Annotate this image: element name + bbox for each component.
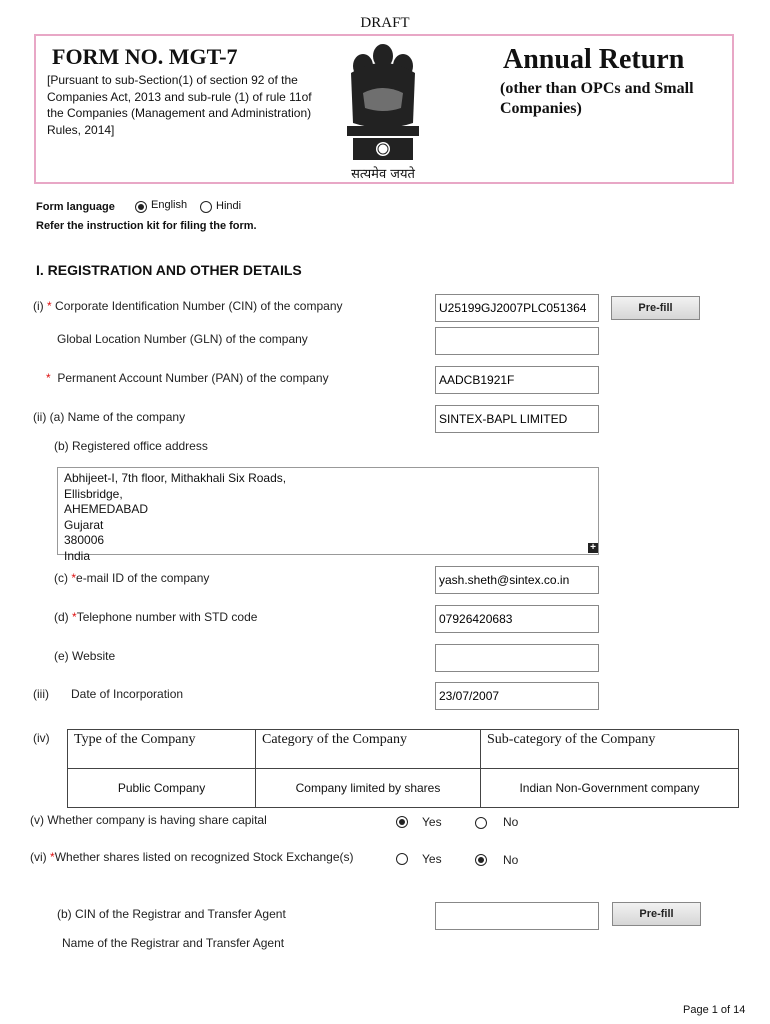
address-line: AHEMEDABAD (64, 502, 149, 516)
company-type-table (67, 729, 739, 808)
form-language-label: Form language (36, 201, 115, 213)
email-field[interactable]: yash.sheth@sintex.co.in (435, 566, 599, 594)
share-capital-yes-radio[interactable] (396, 816, 408, 828)
section-title: I. REGISTRATION AND OTHER DETAILS (36, 262, 302, 278)
form-number: FORM NO. MGT-7 (52, 44, 238, 69)
listed-no-radio[interactable] (475, 854, 487, 866)
cin-label: (i) * Corporate Identification Number (CIN) of the company (33, 299, 343, 313)
address-line: Gujarat (64, 517, 104, 532)
rta-name-label: Name of the Registrar and Transfer Agent (62, 936, 285, 950)
draft-watermark: DRAFT (360, 15, 410, 31)
incorporation-label: Date of Incorporation (71, 687, 184, 701)
address-line: Abhijeet-I, 7th floor, Mithakhali Six Roads, (64, 471, 287, 485)
table-header: Type of the Company (68, 730, 256, 769)
emblem-motto: सत्यमेव जयते (351, 167, 415, 182)
address-line: India (64, 548, 91, 563)
table-header: Sub-category of the Company (481, 730, 739, 769)
national-emblem-icon (333, 38, 433, 183)
form-subtitle: (other than OPCs and Small Companies) (500, 80, 694, 117)
listed-no-label: No (503, 853, 519, 867)
listed-yes-radio[interactable] (396, 853, 408, 865)
share-capital-yes-label: Yes (422, 815, 442, 829)
table-header: Category of the Company (256, 730, 481, 769)
rta-prefill-button[interactable]: Pre-fill (612, 902, 701, 926)
company-name-label: (ii) (a) Name of the company (33, 410, 186, 424)
form-title: Annual Return (503, 44, 685, 75)
incorporation-date-field[interactable]: 23/07/2007 (435, 682, 599, 710)
instruction-text: Refer the instruction kit for filing the form. (36, 220, 257, 232)
address-label: (b) Registered office address (54, 439, 208, 453)
pan-field[interactable]: AADCB1921F (435, 366, 599, 394)
phone-label: (d) *Telephone number with STD code (54, 610, 258, 624)
website-label: (e) Website (54, 649, 116, 663)
company-type-num: (iv) (33, 731, 50, 745)
radio-hindi[interactable] (200, 201, 212, 213)
rta-cin-label: (b) CIN of the Registrar and Transfer Agent (57, 907, 286, 921)
share-capital-no-label: No (503, 815, 519, 829)
pan-label: * Permanent Account Number (PAN) of the company (46, 371, 329, 385)
address-line: 380006 (64, 533, 105, 547)
cin-field[interactable]: U25199GJ2007PLC051364 (435, 294, 599, 322)
table-cell: Indian Non-Government company (481, 769, 739, 808)
radio-english-label: English (151, 199, 188, 211)
share-capital-label: (v) Whether company is having share capital (30, 813, 267, 827)
gln-field[interactable] (435, 327, 599, 355)
share-capital-no-radio[interactable] (475, 817, 487, 829)
address-textarea[interactable] (57, 467, 599, 563)
page-number: Page 1 of 14 (683, 1004, 746, 1016)
cin-prefill-button[interactable]: Pre-fill (611, 296, 700, 320)
radio-hindi-label: Hindi (216, 200, 242, 212)
rta-cin-field[interactable] (435, 902, 599, 930)
expand-plus-icon[interactable]: + (588, 543, 598, 553)
gln-label: Global Location Number (GLN) of the company (57, 332, 308, 346)
company-name-field[interactable]: SINTEX-BAPL LIMITED (435, 405, 599, 433)
listed-label: (vi) *Whether shares listed on recognized Stock Exchange(s) (30, 850, 354, 864)
listed-yes-label: Yes (422, 852, 442, 866)
phone-field[interactable]: 07926420683 (435, 605, 599, 633)
table-cell: Public Company (68, 769, 256, 808)
radio-english[interactable] (135, 201, 147, 213)
address-line: Ellisbridge, (64, 486, 123, 501)
email-label: (c) *e-mail ID of the company (54, 571, 210, 585)
pursuant-text: [Pursuant to sub-Section(1) of section 92 of the Companies Act, 2013 and sub-rule (1) of rule 11of the Companies (Management and Administration) Rules, 2014] (47, 73, 312, 137)
incorporation-num: (iii) (33, 687, 49, 701)
website-field[interactable] (435, 644, 599, 672)
table-cell: Company limited by shares (256, 769, 481, 808)
